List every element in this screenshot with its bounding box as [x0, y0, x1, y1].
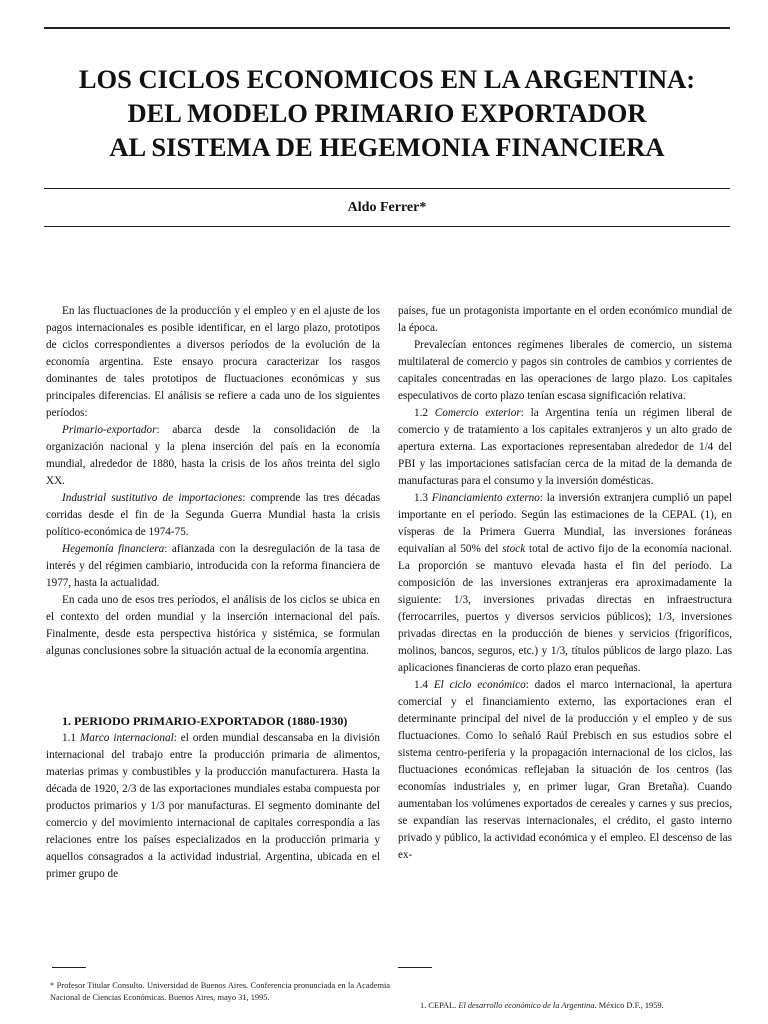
subsection-term: Comercio exterior	[434, 407, 521, 419]
intro-paragraph: En las fluctuaciones de la producción y el empleo y en el ajuste de los pagos internacionales es posible identificar, en el largo plazo, prototipos de ciclos correspondientes a diversos períodos de la evolución de la economía argentina. Este ensayo procura caracterizar los rasgos dominantes de tales prototipos de fluctuaciones económicas y sus principales diferencias. El análisis se refiere a cada uno de los siguientes períodos:	[46, 305, 380, 419]
subsection-term: El ciclo económico	[433, 679, 526, 691]
subsection-paragraph	[398, 405, 732, 490]
subsection-text: : la inversión extranjera cumplió un papel importante en el período. Según las estimaciones de la CEPAL (1), en vísperas de la Primera Guerra Mundial, las inversiones foráneas equivalían al 50% del	[398, 492, 732, 555]
title-line: LOS CICLOS ECONOMICOS EN LA ARGENTINA:	[78, 64, 696, 94]
subsection-paragraph	[398, 677, 732, 864]
subsection-text: : la Argentina tenía un régimen liberal de comercio y de tratamiento a los capitales extranjeros y un alto grado de apertura externa. Las exportaciones representaban alrededor de 1/4 del PBI y las importaciones satisfacían cerca de la mitad de la demanda de manufacturas para el consumo y la inversión domésticas.	[398, 407, 732, 487]
subsection-number: 1.2	[414, 407, 428, 419]
subsection-text: total de activo fijo de la economía nacional. La proporción se mantuvo elevada hasta el fin del período. La composición de las inversiones extranjeras era aproximadamente la siguiente: 1/3, inversiones privadas directas en infraestructura (ferrocarriles, puertos y diversos servicios públicos); 1/3, inversiones privadas directas en la producción de bienes y servicios (frigoríficos, molinos, bancos, seguros, etc.) y 1/3, títulos públicos de largo plazo. Las aplicaciones financieras de corto plazo eran pequeñas.	[398, 543, 732, 674]
subsection-paragraph	[46, 730, 380, 883]
stock-word: stock	[502, 543, 526, 555]
reference-footnote	[420, 1000, 730, 1012]
body-paragraph: Prevalecían entonces regímenes liberales de comercio, un sistema multilateral de comercio y pagos sin controles de cambios y corrientes de capitales concentradas en las operaciones de largo plazo. Los capitales especulativos de corto plazo tenían escasa significación relativa.	[398, 339, 732, 402]
author-rule-bottom	[44, 226, 730, 227]
footnote-rule	[52, 967, 86, 968]
period-text: : comprende las tres décadas corridas desde el fin de la Segunda Guerra Mundial hasta la crisis político-económica de 1974-75.	[46, 492, 380, 538]
reference-suffix: . México D.F., 1959.	[594, 1001, 664, 1010]
period-term: Primario-exportador	[62, 424, 157, 436]
author-name: Aldo Ferrer*	[347, 200, 427, 215]
subsection-term: Financiamiento externo	[431, 492, 540, 504]
period-item	[46, 422, 380, 490]
subsection-text: : el orden mundial descansaba en la división internacional del trabajo entre la producción primaria de alimentos, materias primas y combustibles y la producción manufacturera. Hasta la década de 1920, 2/3 de las exportaciones mundiales estaba compuesta por productos primarios y 1/3 por manufacturas. El segmento dominante del comercio y del movimiento internacional de capitales correspondía a las relaciones entre los países especializados en la producción primaria y aquellos consagrados a la actividad industrial. Argentina, ubicada en el primer grupo de	[46, 732, 380, 880]
reference-title: El desarrollo económico de la Argentina	[458, 1001, 595, 1010]
period-text: : afianzada con la desregulación de la tasa de interés y del régimen cambiario, introducida con la reforma financiera de 1977, hasta la actualidad.	[46, 543, 381, 589]
reference-prefix: 1. CEPAL.	[420, 1001, 459, 1010]
footnote-rule	[398, 967, 432, 968]
period-term: Industrial sustitutivo de importaciones	[62, 492, 243, 504]
author-footnote: * Profesor Titular Consulto. Universidad de Buenos Aires. Conferencia pronunciada en la Academia Nacional de Ciencias Económicas. Buenos Aires, mayo 31, 1995.	[50, 981, 390, 1002]
subsection-paragraph	[398, 490, 732, 677]
subsection-text: : dados el marco internacional, la apertura comercial y el financiamiento externo, las exportaciones eran el determinante principal del nivel de la producción y el empleo y de sus fluctuaciones. Como lo señaló Raúl Prebisch en sus estudios sobre el sistema centro-periferia y la propagación internacional de los ciclos, las fluctuaciones económicas reflejaban la situación de los centros (las economías industriales y, en primer lugar, Gran Bretaña). Cuando aumentaban los volúmenes exportados de cereales y carnes y sus precios, se expandían las reservas internacionales, el crédito, el gasto interno privado y público, la actividad económica y el empleo. El descenso de las ex-	[398, 679, 732, 861]
period-text: : abarca desde la consolidación de la organización nacional y la plena inserción del país en la economía mundial, alrededor de 1880, hasta la crisis de los años treinta del siglo XX.	[46, 424, 380, 487]
author-rule-top	[44, 188, 730, 189]
continuation-paragraph: países, fue un protagonista importante en el orden económico mundial de la época.	[398, 305, 732, 334]
top-rule	[44, 27, 730, 29]
article-title	[44, 62, 730, 164]
subsection-number: 1.3	[414, 492, 428, 504]
subsection-term: Marco internacional	[79, 732, 174, 744]
closing-paragraph: En cada uno de esos tres períodos, el análisis de los ciclos se ubica en el contexto del orden mundial y la inserción internacional del país. Finalmente, desde esta perspectiva histórica y sistémica, se formulan algunas conclusiones sobre la situación actual de la economía argentina.	[46, 594, 380, 657]
subsection-number: 1.1	[62, 732, 76, 744]
left-column	[46, 303, 380, 883]
right-column	[398, 303, 732, 864]
period-term: Hegemonía financiera	[62, 543, 165, 555]
period-item	[46, 541, 380, 592]
title-line: DEL MODELO PRIMARIO EXPORTADOR	[127, 98, 647, 128]
title-line: AL SISTEMA DE HEGEMONIA FINANCIERA	[109, 132, 665, 162]
section-heading: 1. PERIODO PRIMARIO-EXPORTADOR (1880-1930)	[62, 714, 348, 728]
subsection-number: 1.4	[414, 679, 428, 691]
section-spacer	[46, 660, 380, 713]
period-item	[46, 490, 380, 541]
